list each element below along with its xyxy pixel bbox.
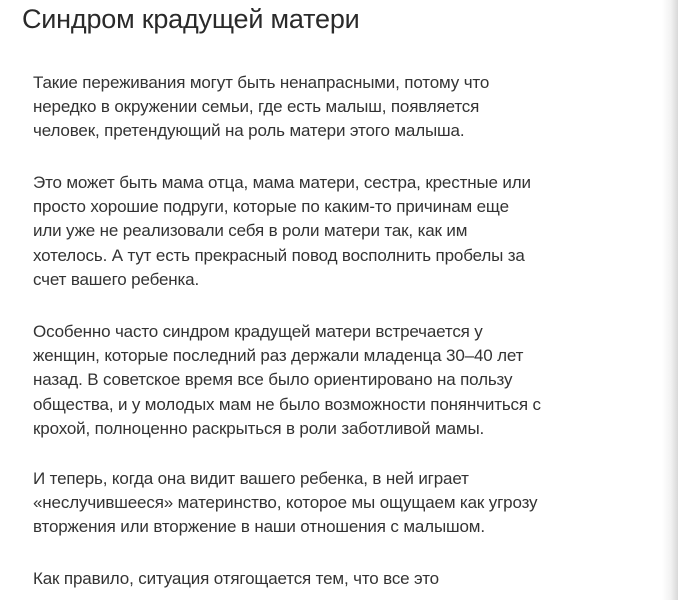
paragraph-line: женщин, которые последний раз держали младенца 30–40 лет — [33, 346, 524, 366]
paragraph-line: крохой, полноценно раскрыться в роли заботливой мамы. — [33, 418, 485, 438]
paragraph-line: счет вашего ребенка. — [33, 269, 200, 289]
paragraph-line: нередко в окружении семьи, где есть малыш, появляется — [33, 97, 480, 117]
paragraph-2 — [33, 171, 658, 292]
paragraph-line: хотелось. А тут есть прекрасный повод восполнить пробелы за — [33, 245, 525, 265]
paragraph-line: человек, претендующий на роль матери этого малыша. — [33, 121, 465, 141]
paragraph-1 — [33, 71, 658, 144]
paragraph-line: «неслучившееся» материнство, которое мы ощущаем как угрозу — [33, 493, 538, 513]
paragraph-line: или уже не реализовали себя в роли матери так, как им — [33, 221, 468, 241]
page-edge-shadow — [662, 0, 678, 600]
paragraph-line: назад. В советское время все было ориентировано на пользу — [33, 370, 513, 390]
paragraph-line: общества, и у молодых мам не было возможности понянчиться с — [33, 394, 541, 414]
paragraph-line: Это может быть мама отца, мама матери, сестра, крестные или — [33, 173, 531, 192]
paragraph-line: Как правило, ситуация отягощается тем, что все это — [33, 569, 439, 588]
paragraph-3 — [33, 320, 658, 441]
paragraph-line: И теперь, когда она видит вашего ребенка, в ней играет — [33, 469, 469, 488]
paragraph-line: Такие переживания могут быть ненапрасными, потому что — [33, 73, 490, 92]
paragraph-line: вторжения или вторжение в наши отношения с малышом. — [33, 517, 485, 537]
paragraph-5 — [33, 567, 658, 591]
paragraph-line: просто хорошие подруги, которые по каким-то причинам еще — [33, 197, 509, 217]
paragraph-4 — [33, 467, 658, 540]
article-title: Синдром крадущей матери — [22, 4, 360, 34]
paragraph-line: Особенно часто синдром крадущей матери встречается у — [33, 322, 483, 341]
